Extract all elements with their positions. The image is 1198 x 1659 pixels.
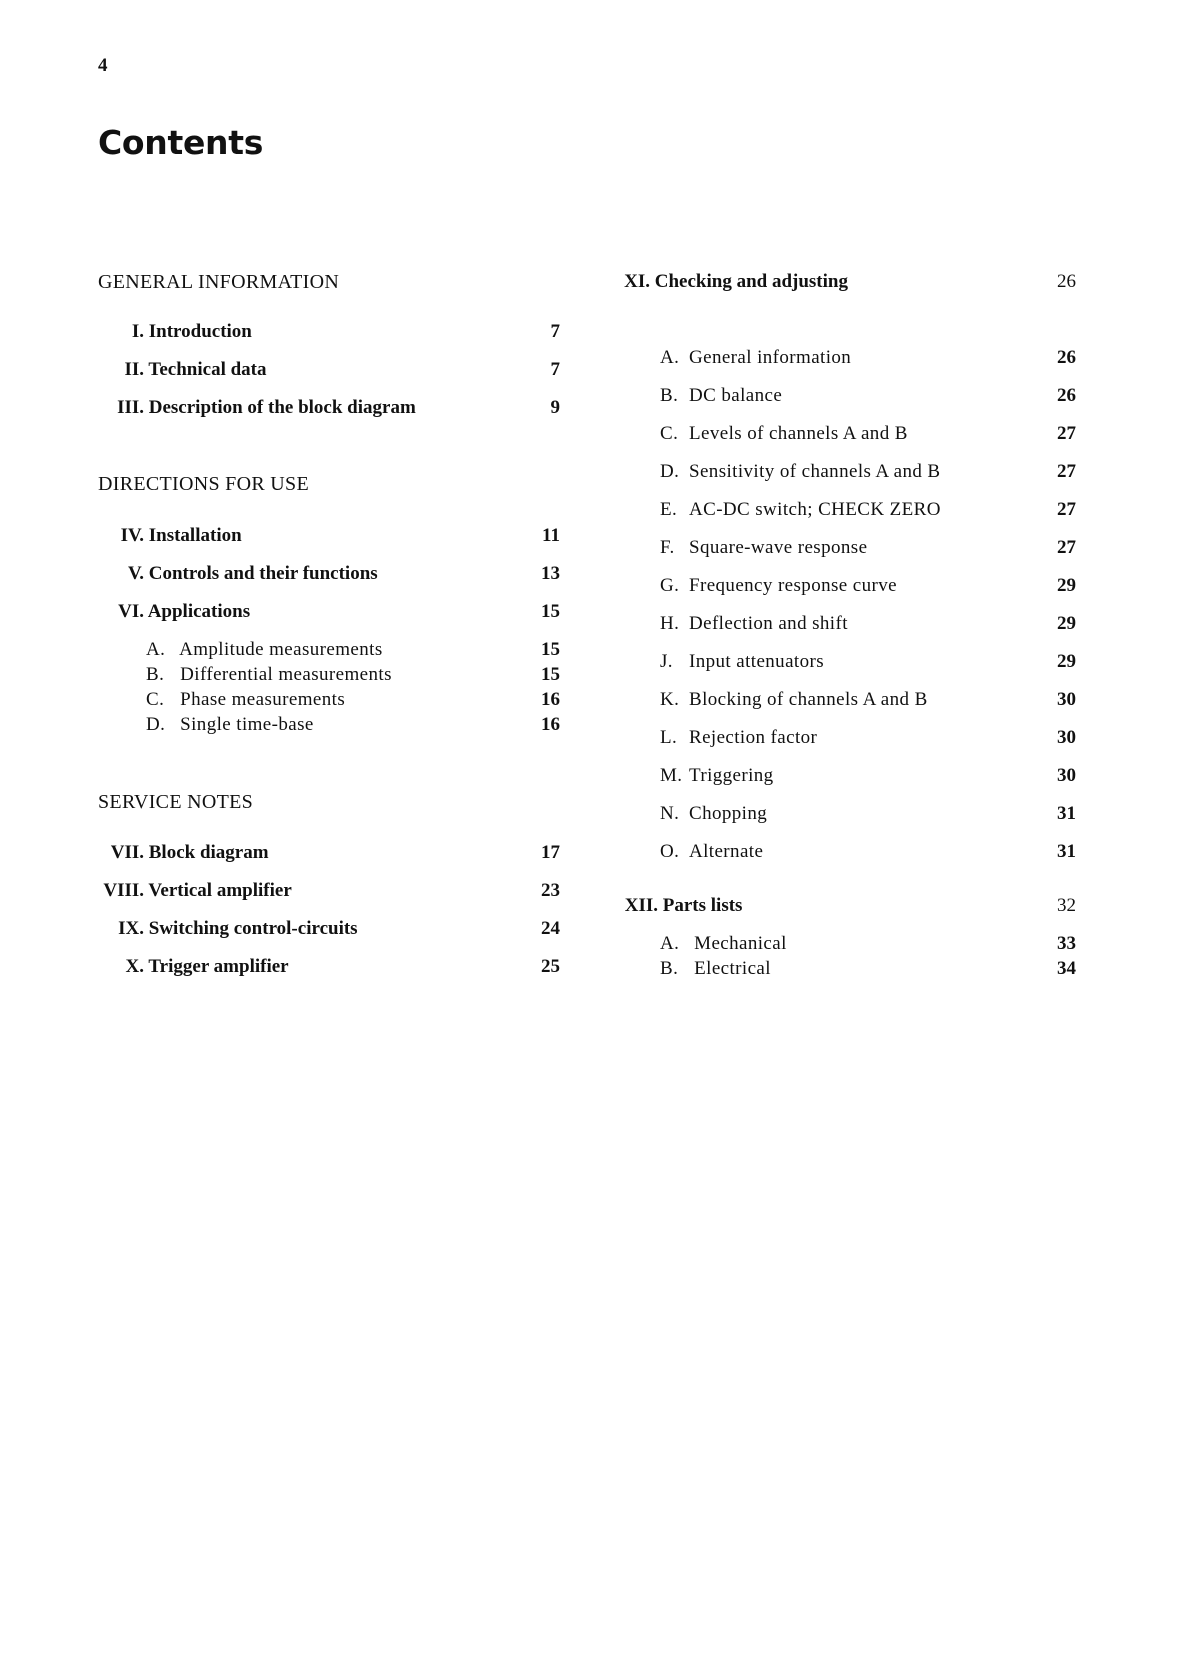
toc-subentry-page: 27 (1057, 423, 1076, 444)
toc-entry-number: XI. (624, 271, 650, 292)
toc-subentry-page: 16 (541, 714, 560, 735)
toc-subentry-electrical[interactable] (660, 959, 771, 978)
toc-subentry-letter: B. (660, 385, 679, 406)
toc-subentry-letter: D. (660, 461, 680, 482)
toc-subentry-letter: A. (660, 347, 680, 368)
toc-entry-page: 24 (541, 918, 560, 939)
toc-entry-vertical-amplifier[interactable] (98, 881, 292, 900)
toc-entry-page: 11 (542, 525, 560, 546)
toc-subentry-page: 26 (1057, 347, 1076, 368)
toc-entry-page: 17 (541, 842, 560, 863)
toc-subentry-mechanical[interactable] (660, 934, 787, 953)
toc-entry-page: 9 (550, 397, 560, 418)
page-title: Contents (98, 123, 264, 162)
toc-subentry-single-time-base[interactable] (146, 715, 314, 734)
toc-subentry-letter: J. (660, 651, 673, 672)
toc-entry-label: Parts lists (662, 895, 743, 916)
toc-subentry-label: Electrical (694, 958, 771, 979)
toc-subentry-letter: F. (660, 537, 675, 558)
toc-subentry-letter: G. (660, 575, 680, 596)
toc-subentry-label: Chopping (689, 803, 768, 824)
toc-subentry-label: Square-wave response (689, 537, 868, 558)
toc-entry-number: I. (131, 321, 144, 342)
toc-subentry-label: Levels of channels A and B (689, 423, 908, 444)
toc-entry-page: 26 (1057, 271, 1076, 292)
toc-entry-number: VI. (118, 601, 144, 622)
toc-subentry-check-o[interactable] (660, 842, 763, 861)
toc-subentry-check-h[interactable] (660, 614, 848, 633)
toc-subentry-check-b[interactable] (660, 386, 782, 405)
toc-subentry-letter: M. (660, 765, 683, 786)
toc-subentry-letter: B. (660, 958, 679, 979)
toc-entry-label: Checking and adjusting (654, 271, 848, 292)
toc-entry-checking-and-adjusting[interactable] (614, 272, 848, 291)
toc-subentry-label: DC balance (689, 385, 783, 406)
toc-entry-installation[interactable] (98, 526, 242, 545)
toc-entry-label: Applications (147, 601, 251, 622)
toc-subentry-letter: O. (660, 841, 680, 862)
toc-subentry-page: 30 (1057, 689, 1076, 710)
toc-subentry-check-j[interactable] (660, 652, 824, 671)
toc-entry-number: VII. (110, 842, 144, 863)
toc-entry-page: 15 (541, 601, 560, 622)
toc-subentry-label: Amplitude measurements (179, 639, 383, 660)
toc-entry-label: Trigger amplifier (148, 956, 289, 977)
toc-entry-page: 32 (1057, 895, 1076, 916)
toc-subentry-page: 33 (1057, 933, 1076, 954)
toc-entry-label: Introduction (148, 321, 252, 342)
toc-subentry-page: 31 (1057, 803, 1076, 824)
toc-subentry-label: AC-DC switch; CHECK ZERO (689, 499, 941, 520)
toc-subentry-check-l[interactable] (660, 728, 817, 747)
toc-entry-label: Description of the block diagram (148, 397, 416, 418)
toc-subentry-label: Frequency response curve (689, 575, 897, 596)
toc-subentry-check-n[interactable] (660, 804, 767, 823)
toc-entry-label: Technical data (148, 359, 267, 380)
toc-subentry-label: Sensitivity of channels A and B (689, 461, 941, 482)
toc-entry-label: Installation (148, 525, 242, 546)
toc-subentry-letter: D. (146, 714, 166, 735)
toc-subentry-letter: E. (660, 499, 678, 520)
toc-subentry-letter: A. (660, 933, 680, 954)
toc-entry-parts-lists[interactable] (614, 896, 742, 915)
toc-subentry-letter: C. (660, 423, 679, 444)
toc-subentry-page: 34 (1057, 958, 1076, 979)
toc-subentry-phase[interactable] (146, 690, 345, 709)
toc-entry-page: 7 (550, 321, 560, 342)
toc-subentry-letter: N. (660, 803, 680, 824)
toc-subentry-page: 29 (1057, 575, 1076, 596)
toc-entry-number: III. (117, 397, 144, 418)
toc-subentry-page: 29 (1057, 613, 1076, 634)
section-heading-directions-for-use: DIRECTIONS FOR USE (98, 473, 309, 495)
toc-subentry-page: 30 (1057, 727, 1076, 748)
toc-subentry-differential[interactable] (146, 665, 392, 684)
toc-entry-applications[interactable] (98, 602, 250, 621)
toc-entry-page: 13 (541, 563, 560, 584)
toc-subentry-page: 15 (541, 639, 560, 660)
toc-entry-page: 25 (541, 956, 560, 977)
toc-subentry-label: Single time-base (180, 714, 314, 735)
toc-subentry-label: General information (689, 347, 852, 368)
toc-entry-label: Controls and their functions (148, 563, 378, 584)
toc-entry-controls[interactable] (98, 564, 378, 583)
toc-subentry-label: Deflection and shift (689, 613, 848, 634)
toc-subentry-check-g[interactable] (660, 576, 897, 595)
toc-entry-number: V. (127, 563, 144, 584)
toc-subentry-page: 15 (541, 664, 560, 685)
toc-subentry-letter: H. (660, 613, 680, 634)
toc-subentry-label: Phase measurements (180, 689, 346, 710)
toc-subentry-label: Rejection factor (689, 727, 818, 748)
toc-entry-number: XII. (624, 895, 658, 916)
toc-entry-label: Block diagram (148, 842, 269, 863)
toc-subentry-page: 16 (541, 689, 560, 710)
toc-subentry-check-c[interactable] (660, 424, 908, 443)
toc-subentry-amplitude[interactable] (146, 640, 383, 659)
toc-subentry-page: 26 (1057, 385, 1076, 406)
toc-entry-number: II. (124, 359, 144, 380)
toc-entry-number: X. (125, 956, 144, 977)
section-heading-service-notes: SERVICE NOTES (98, 791, 254, 813)
toc-entry-trigger-amplifier[interactable] (98, 957, 289, 976)
toc-subentry-letter: K. (660, 689, 680, 710)
toc-entry-block-diagram[interactable] (98, 843, 269, 862)
toc-subentry-label: Differential measurements (180, 664, 392, 685)
toc-entry-introduction[interactable] (98, 322, 252, 341)
toc-subentry-label: Blocking of channels A and B (689, 689, 928, 710)
toc-entry-technical-data[interactable] (98, 360, 267, 379)
toc-subentry-check-e[interactable] (660, 500, 941, 519)
toc-subentry-check-m[interactable] (660, 766, 774, 785)
toc-subentry-letter: B. (146, 664, 165, 685)
toc-subentry-check-a[interactable] (660, 348, 851, 367)
toc-entry-page: 23 (541, 880, 560, 901)
toc-subentry-page: 27 (1057, 461, 1076, 482)
toc-subentry-letter: C. (146, 689, 165, 710)
toc-entry-number: IX. (118, 918, 144, 939)
toc-subentry-page: 27 (1057, 537, 1076, 558)
toc-subentry-label: Mechanical (694, 933, 787, 954)
toc-entry-label: Vertical amplifier (148, 880, 292, 901)
toc-subentry-check-d[interactable] (660, 462, 940, 481)
toc-subentry-page: 29 (1057, 651, 1076, 672)
toc-subentry-page: 30 (1057, 765, 1076, 786)
toc-subentry-page: 27 (1057, 499, 1076, 520)
toc-subentry-check-k[interactable] (660, 690, 928, 709)
toc-entry-switching-control-circuits[interactable] (98, 919, 358, 938)
toc-entry-number: VIII. (103, 880, 144, 901)
toc-subentry-letter: L. (660, 727, 678, 748)
toc-subentry-letter: A. (146, 639, 166, 660)
toc-entry-number: IV. (120, 525, 144, 546)
page-number: 4 (98, 55, 108, 76)
section-heading-general-information: GENERAL INFORMATION (98, 271, 340, 293)
toc-subentry-label: Alternate (689, 841, 764, 862)
toc-entry-block-diagram-description[interactable] (98, 398, 416, 417)
toc-subentry-label: Triggering (689, 765, 774, 786)
toc-entry-label: Switching control-circuits (148, 918, 358, 939)
toc-subentry-check-f[interactable] (660, 538, 867, 557)
toc-entry-page: 7 (550, 359, 560, 380)
toc-subentry-label: Input attenuators (689, 651, 825, 672)
toc-subentry-page: 31 (1057, 841, 1076, 862)
